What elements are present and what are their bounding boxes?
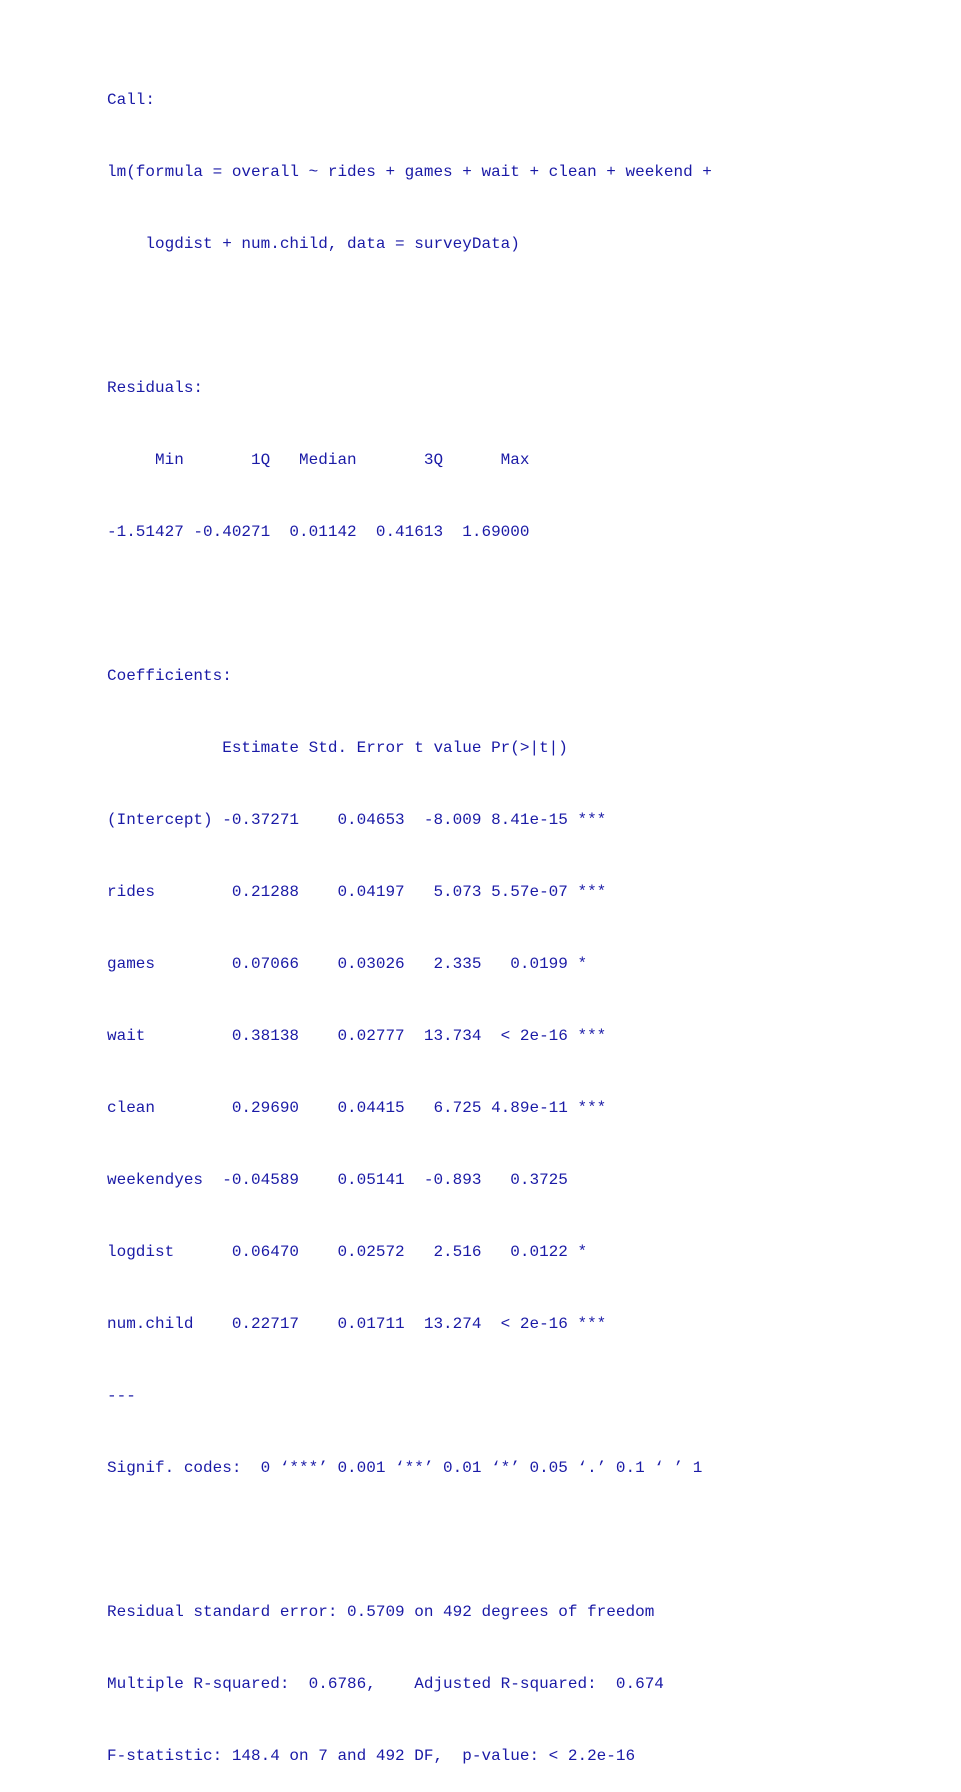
coefficient-row: logdist 0.06470 0.02572 2.516 0.0122 * <box>107 1243 607 1261</box>
residuals-values: -1.51427 -0.40271 0.01142 0.41613 1.69000 <box>107 523 540 541</box>
coefficient-row: clean 0.29690 0.04415 6.725 4.89e-11 *** <box>107 1099 607 1117</box>
formula-line-2: logdist + num.child, data = surveyData) <box>107 235 520 253</box>
coefficients-header: Coefficients: <box>107 667 232 685</box>
separator-line: --- <box>107 1387 136 1405</box>
coefficient-row: weekendyes -0.04589 0.05141 -0.893 0.3725 <box>107 1171 607 1189</box>
blank-line <box>107 1528 712 1552</box>
residuals-labels: Min 1Q Median 3Q Max <box>107 451 540 469</box>
coefficient-row: games 0.07066 0.03026 2.335 0.0199 * <box>107 955 607 973</box>
r-console-output <box>107 40 712 1792</box>
signif-codes: Signif. codes: 0 ‘***’ 0.001 ‘**’ 0.01 ‘*’ 0.05 ‘.’ 0.1 ‘ ’ 1 <box>107 1459 703 1477</box>
call-header: Call: <box>107 91 156 109</box>
coefficient-row: num.child 0.22717 0.01711 13.274 < 2e-16 *** <box>107 1315 607 1333</box>
r-squared-line: Multiple R-squared: 0.6786, Adjusted R-squared: 0.674 <box>107 1675 674 1693</box>
residual-standard-error: Residual standard error: 0.5709 on 492 degrees of freedom <box>107 1603 655 1621</box>
coefficient-row: rides 0.21288 0.04197 5.073 5.57e-07 *** <box>107 883 607 901</box>
coefficient-row: wait 0.38138 0.02777 13.734 < 2e-16 *** <box>107 1027 607 1045</box>
f-statistic-line: F-statistic: 148.4 on 7 and 492 DF, p-value: < 2.2e-16 <box>107 1747 636 1765</box>
blank-line <box>107 592 712 616</box>
coefficients-column-header: Estimate Std. Error t value Pr(>|t|) <box>107 739 607 757</box>
formula-line-1: lm(formula = overall ~ rides + games + wait + clean + weekend + <box>107 163 712 181</box>
coefficient-row: (Intercept) -0.37271 0.04653 -8.009 8.41e-15 *** <box>107 811 607 829</box>
residuals-header: Residuals: <box>107 379 204 397</box>
blank-line <box>107 304 712 328</box>
